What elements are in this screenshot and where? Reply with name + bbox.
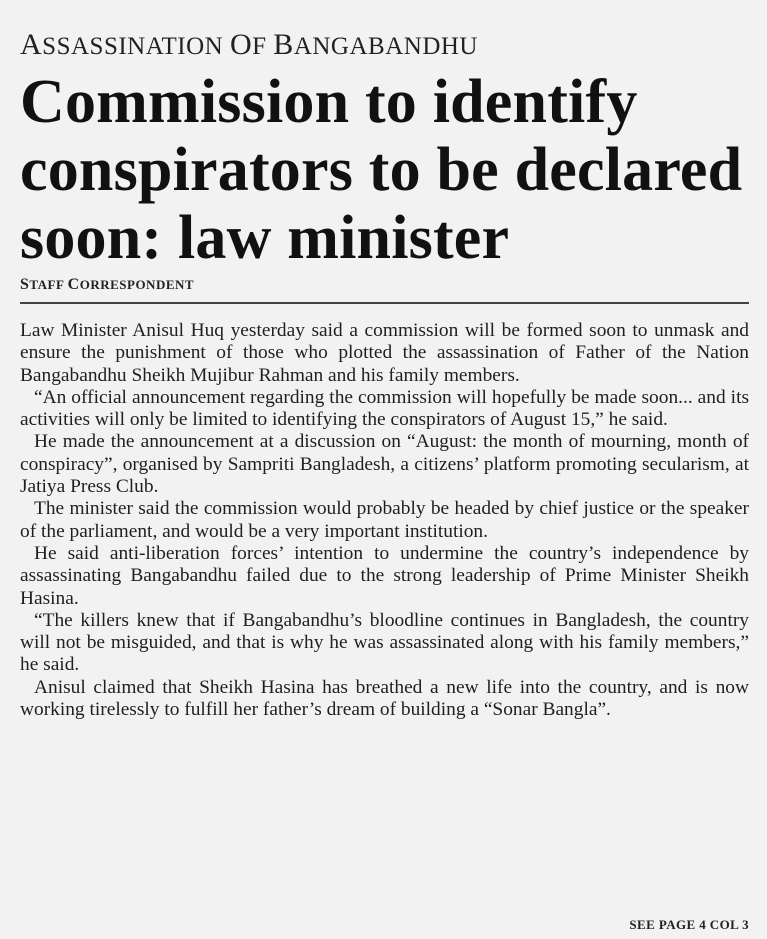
byline-text: STAFF CORRESPONDENT (20, 276, 195, 293)
paragraph: Anisul claimed that Sheikh Hasina has breathed a new life into the country, and is now working tirelessly to fulfill her father’s dream of building a “Sonar Bangla”. (20, 676, 749, 721)
jump-line: SEE PAGE 4 COL 3 (629, 917, 749, 932)
paragraph: The minister said the commission would probably be headed by chief justice or the speaker of the parliament, and would be a very important institution. (20, 498, 749, 542)
section-kicker (20, 28, 749, 62)
byline (20, 276, 749, 294)
paragraph: “An official announcement regarding the commission will hopefully be made soon... and its activities will only be limited to identifying the conspirators of August 15,” he said. (20, 386, 749, 431)
article-body (20, 320, 749, 721)
kicker-text: ASSASSINATION OF BANGABANDHU (20, 28, 478, 61)
divider-rule (20, 302, 749, 304)
paragraph: He made the announcement at a discussion on “August: the month of mourning, month of conspiracy”, organised by Sampriti Bangladesh, a citizens’ platform promoting secularism, at Jatiya Press Club. (20, 431, 749, 498)
headline: Commission to identify conspirators to be declared soon: law minister (20, 68, 743, 272)
paragraph: He said anti-liberation forces’ intention to undermine the country’s independence by assassinating Bangabandhu failed due to the strong leadership of Prime Minister Sheikh Hasina. (20, 542, 749, 609)
paragraph: Law Minister Anisul Huq yesterday said a commission will be formed soon to unmask and ensure the punishment of those who plotted the assassination of Father of the Nation Bangabandhu Sheikh Mujibur Rahman and his family members. (20, 320, 749, 386)
paragraph: “The killers knew that if Bangabandhu’s bloodline continues in Bangladesh, the country will not be misguided, and that is why he was assassinated along with his family members,” he said. (20, 609, 749, 676)
